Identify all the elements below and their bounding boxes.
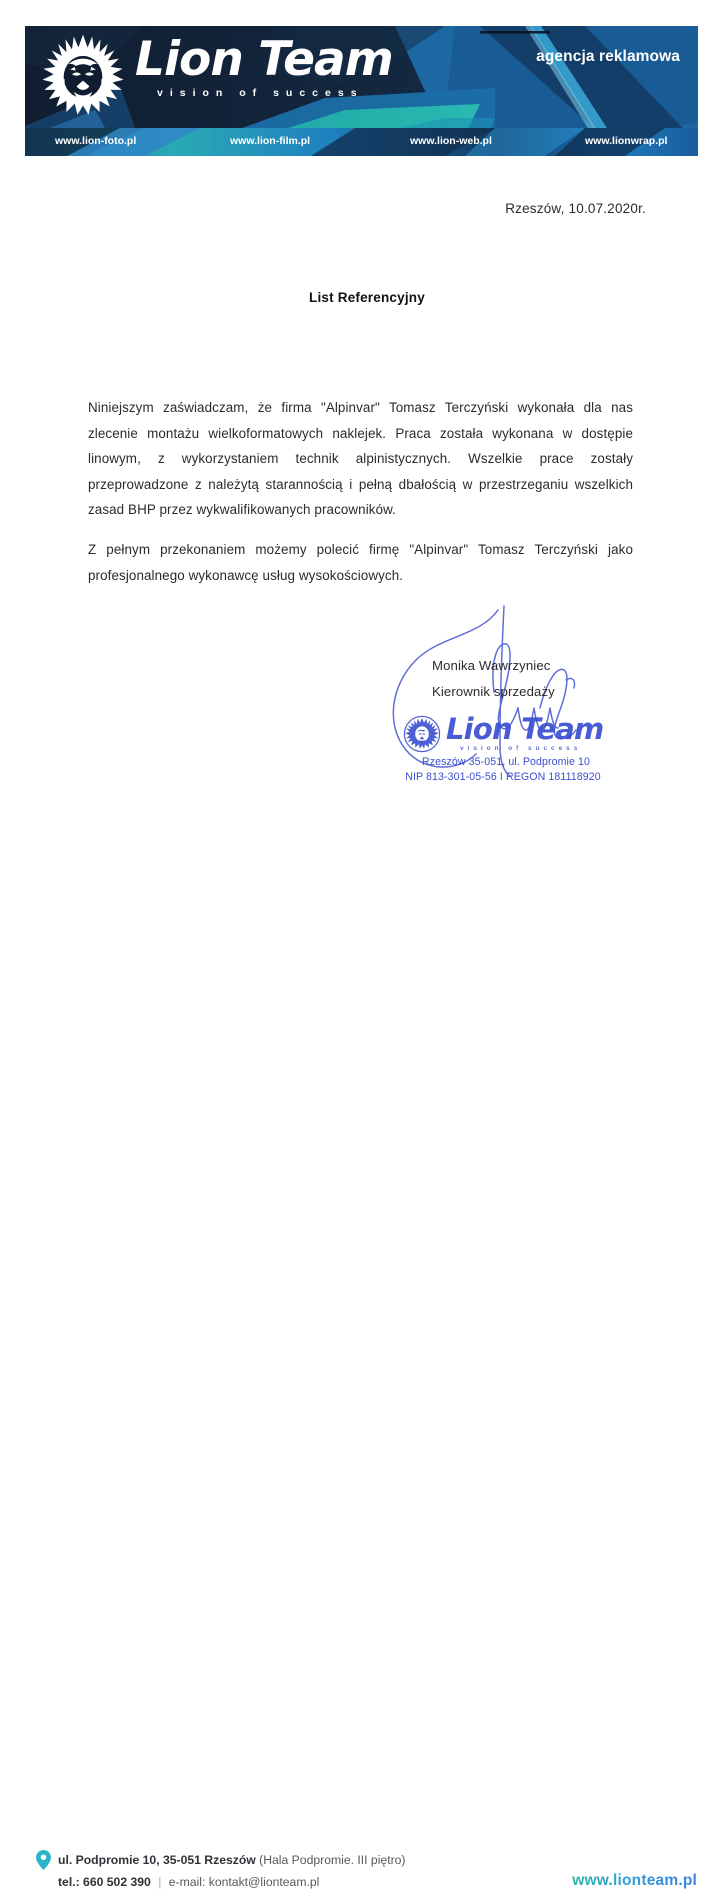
banner-url-strip <box>25 128 698 156</box>
stamp-lion-head-icon <box>400 714 444 754</box>
body-paragraph-1: Niniejszym zaświadczam, że firma "Alpinvar" Tomasz Terczyński wykonała dla nas zlecenie montażu wielkoformatowych naklejek. Praca została wykonana w dostępie linowym, z wykorzystaniem technik alpinistycznych. Wszelkie prace zostały przeprowadzone z należytą starannością i pełną dbałością w przestrzeganiu wszelkich zasad BHP przez wykwalifikowanych pracowników. <box>88 400 633 518</box>
banner-url-lion-web[interactable]: www.lion-web.pl <box>410 135 492 147</box>
signature-role: Kierownik sprzedaży <box>432 684 555 699</box>
footer-email[interactable]: e-mail: kontakt@lionteam.pl <box>168 1875 320 1889</box>
footer-address-line <box>58 1853 405 1867</box>
stamp-address: Rzeszów 35-051, ul. Podpromie 10 <box>421 756 591 768</box>
page-footer <box>0 920 724 1889</box>
brand-name: Lion Team <box>135 32 393 87</box>
footer-phone[interactable]: tel.: 660 502 390 <box>58 1875 151 1889</box>
signature-name: Monika Wawrzyniec <box>432 658 551 673</box>
agency-tagline: agencja reklamowa <box>536 48 680 65</box>
company-stamp <box>398 712 613 790</box>
footer-website[interactable]: www.lionteam.pl <box>572 1872 697 1889</box>
stamp-tagline: vision of success <box>460 745 582 752</box>
date-line: Rzeszów, 10.07.2020r. <box>505 201 646 216</box>
body-paragraph-2: Z pełnym przekonaniem możemy polecić firmę "Alpinvar" Tomasz Terczyński jako profesjonalnego wykonawcę usług wysokościowych. <box>88 542 633 583</box>
footer-address-strong: ul. Podpromie 10, 35-051 Rzeszów <box>58 1853 256 1867</box>
brand-block <box>135 34 395 99</box>
footer-address-note: (Hala Podpromie. III piętro) <box>259 1853 406 1867</box>
banner-url-lionwrap[interactable]: www.lionwrap.pl <box>585 135 668 147</box>
brand-tagline: vision of success <box>157 87 364 99</box>
location-pin-icon <box>36 1850 51 1870</box>
stamp-brand-name: Lion Team <box>446 712 604 746</box>
banner-url-lion-film[interactable]: www.lion-film.pl <box>230 135 311 147</box>
page-title: List Referencyjny <box>309 290 425 305</box>
footer-separator: | <box>158 1875 162 1889</box>
banner-url-lion-foto[interactable]: www.lion-foto.pl <box>55 135 137 147</box>
lion-head-icon <box>37 31 129 123</box>
stamp-tax-ids: NIP 813-301-05-56 I REGON 181118920 <box>405 771 601 783</box>
footer-contact-line <box>58 1875 319 1889</box>
header-banner <box>25 26 698 156</box>
